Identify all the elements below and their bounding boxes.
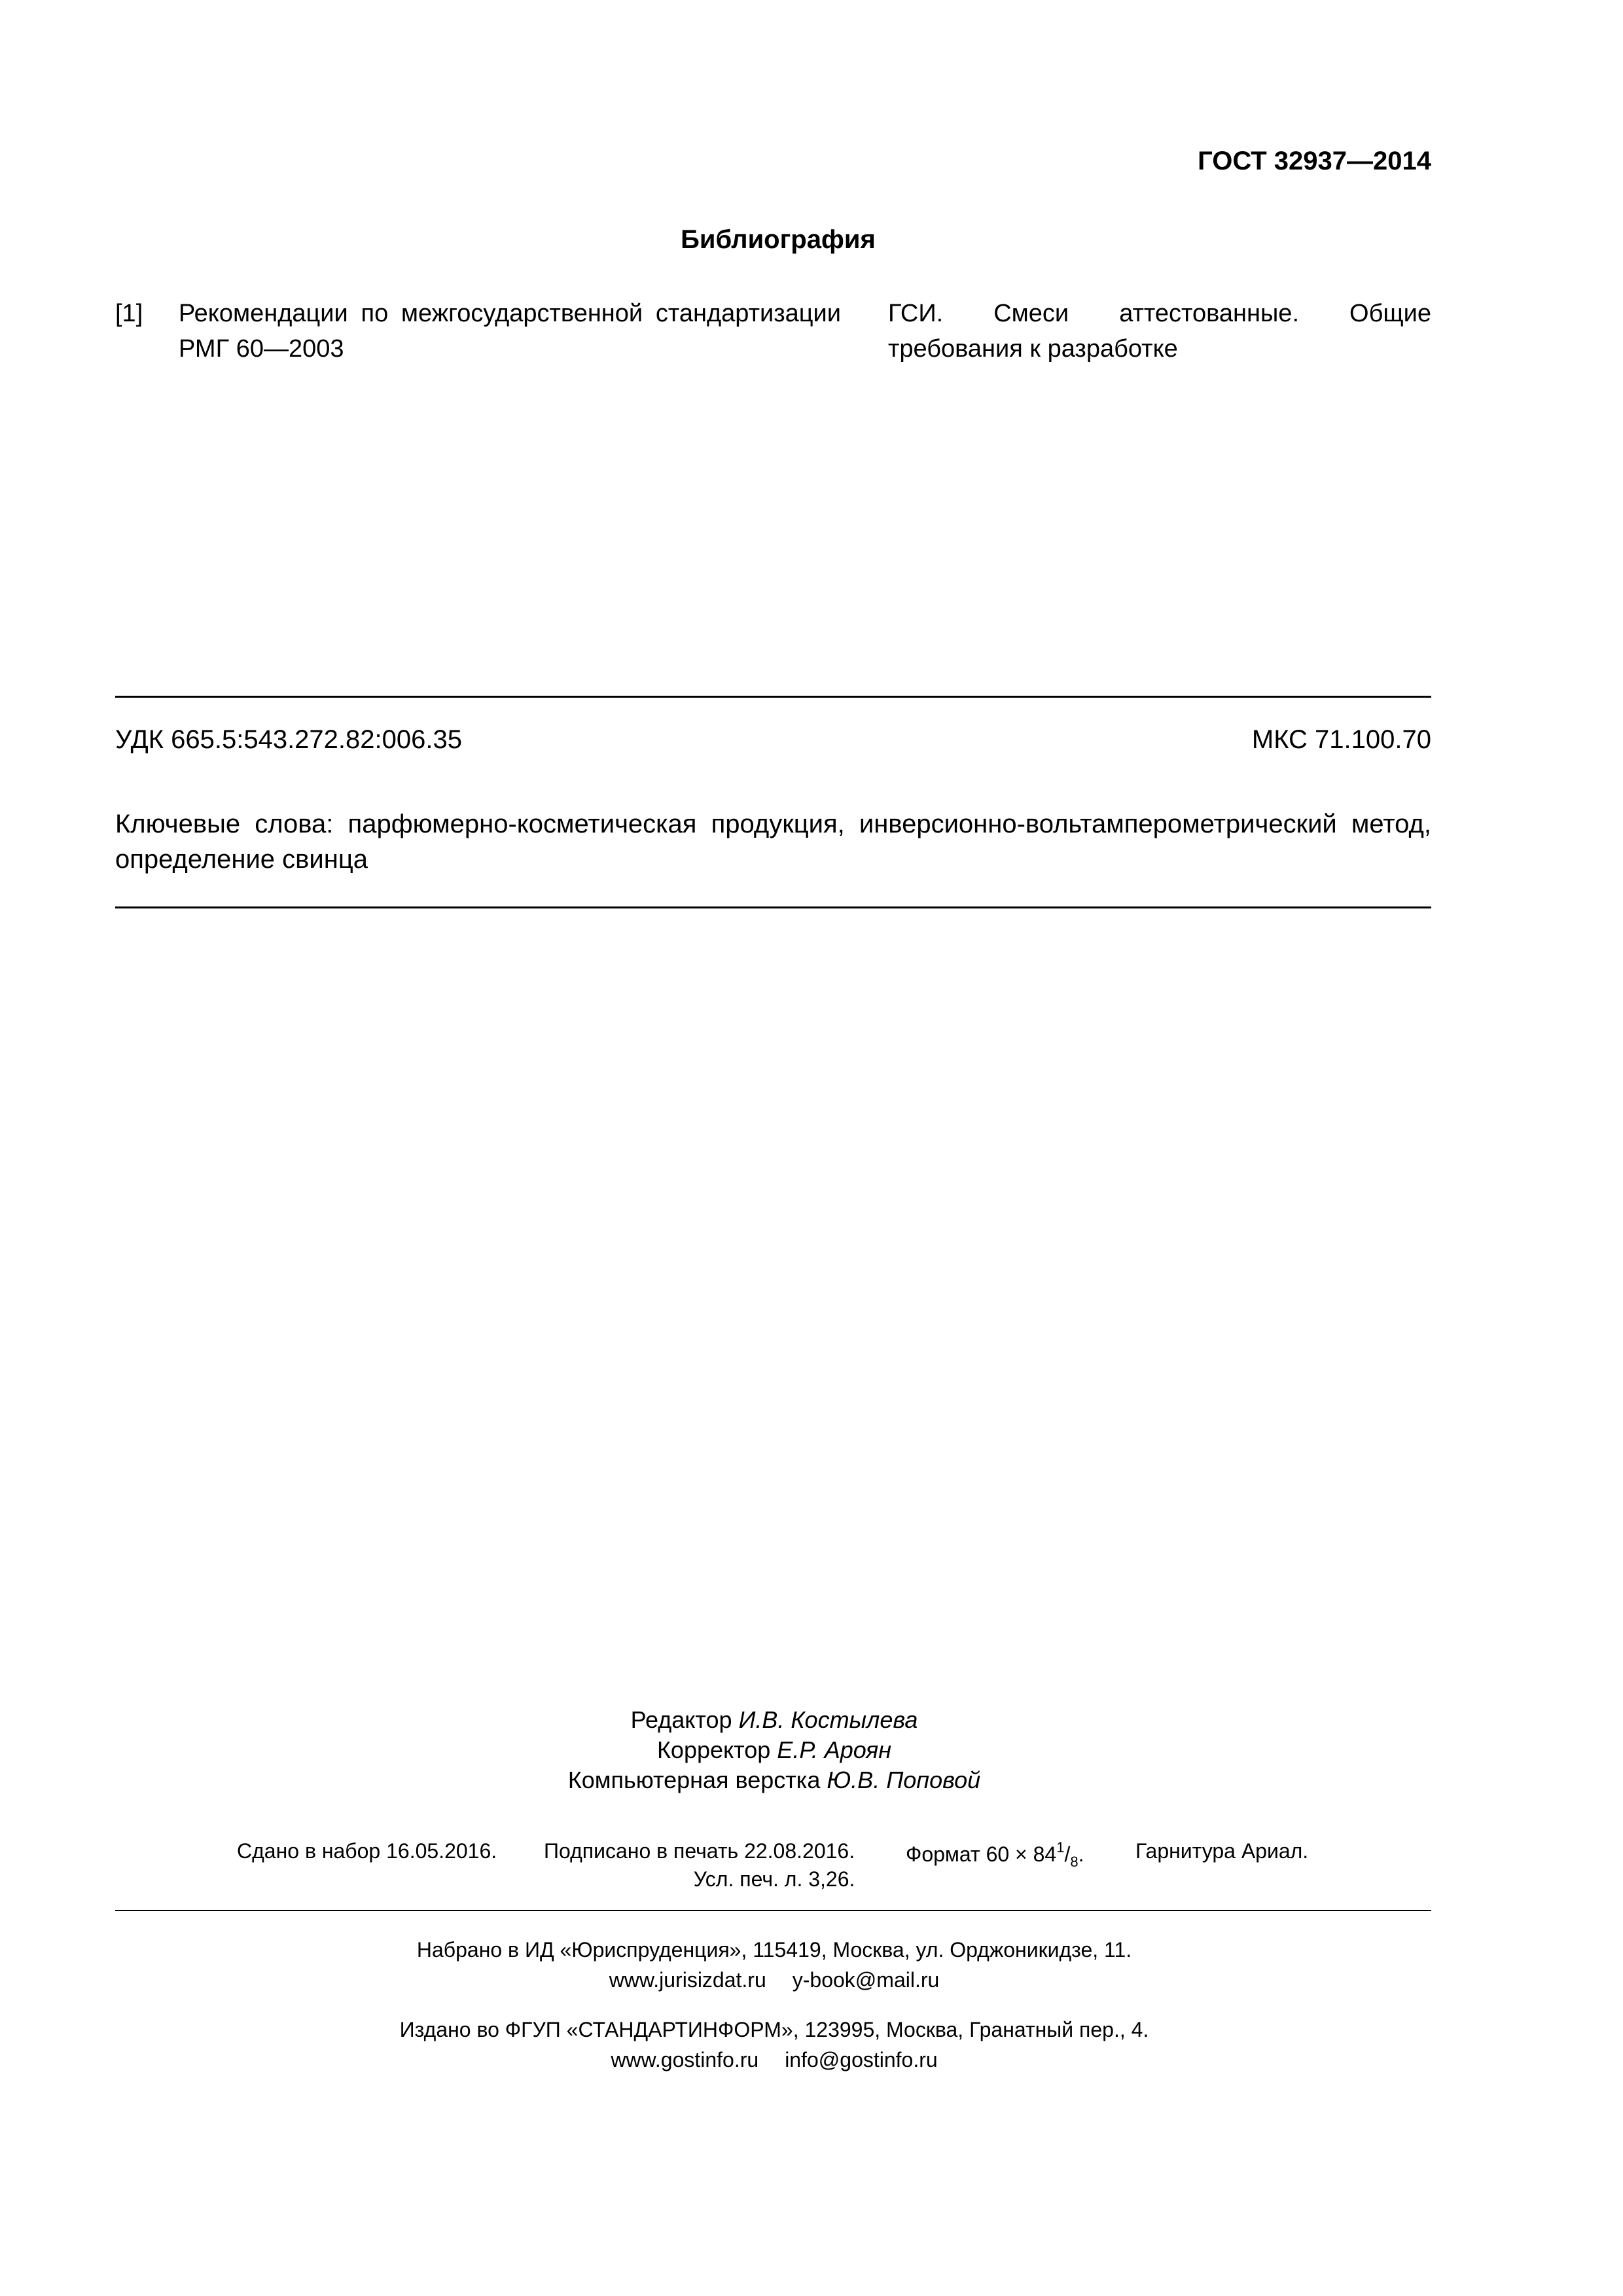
bibliography-title: Библиография xyxy=(681,225,876,254)
editor-label: Редактор xyxy=(630,1706,732,1733)
printed-sheets: Усл. печ. л. 3,26. xyxy=(693,1867,855,1891)
typeset-line: Набрано в ИД «Юриспруденция», 115419, Москва, ул. Орджоникидзе, 11. xyxy=(416,1938,1132,1962)
layout-label: Компьютерная верстка xyxy=(567,1767,821,1793)
publisher-imprint xyxy=(0,2015,1548,2075)
corrector-name: Е.Р. Ароян xyxy=(777,1736,892,1763)
document-code: ГОСТ 32937—2014 xyxy=(1198,147,1431,175)
typeface: Гарнитура Ариал. xyxy=(1135,1839,1309,1863)
published-site-link[interactable]: www.gostinfo.ru xyxy=(611,2048,759,2072)
signed-date: Подписано в печать 22.08.2016. xyxy=(544,1839,855,1863)
format-suffix: . xyxy=(1078,1842,1084,1866)
editor-name: И.В. Костылева xyxy=(738,1706,918,1733)
format-prefix: Формат 60 × 84 xyxy=(906,1842,1057,1866)
bibliography-entry-number: [1] xyxy=(115,300,143,327)
published-line: Издано во ФГУП «СТАНДАРТИНФОРМ», 123995, Москва, Гранатный пер., 4. xyxy=(399,2018,1149,2041)
corrector-line xyxy=(0,1735,1548,1765)
editor-line xyxy=(0,1705,1548,1735)
format-denominator: 8 xyxy=(1070,1854,1079,1870)
published-email-link[interactable]: info@gostinfo.ru xyxy=(785,2048,938,2072)
divider-middle xyxy=(115,906,1431,908)
typeset-contacts xyxy=(0,1965,1548,1995)
bibliography-entry-name: ГСИ. Смеси аттестованные. Общие требования к разработке xyxy=(888,300,1431,363)
typeset-site-link[interactable]: www.jurisizdat.ru xyxy=(609,1968,766,1992)
layout-line xyxy=(0,1765,1548,1795)
published-contacts xyxy=(0,2045,1548,2075)
bibliography-entry-source: Рекомендации по межгосударственной стандартизации РМГ 60—2003 xyxy=(179,300,841,363)
mks-code: МКС 71.100.70 xyxy=(1251,725,1431,754)
format: Формат $60 \times 84^1/_8$. xyxy=(906,1839,1084,1870)
format-numerator: 1 xyxy=(1056,1839,1065,1856)
corrector-label: Корректор xyxy=(656,1736,771,1763)
typeset-imprint xyxy=(0,1935,1548,1995)
credits-block xyxy=(0,1705,1548,1795)
keywords: Ключевые слова: парфюмерно-косметическая продукция, инверсионно-вольтамперометрический метод, определение свинца xyxy=(115,810,1431,874)
divider-bottom xyxy=(115,1910,1431,1911)
divider-top xyxy=(115,696,1431,698)
typeset-email-link[interactable]: y-book@mail.ru xyxy=(792,1968,940,1992)
submitted-date: Сдано в набор 16.05.2016. xyxy=(237,1839,497,1863)
udk-code: УДК 665.5:543.272.82:006.35 xyxy=(115,725,462,754)
layout-name: Ю.В. Поповой xyxy=(827,1767,981,1793)
